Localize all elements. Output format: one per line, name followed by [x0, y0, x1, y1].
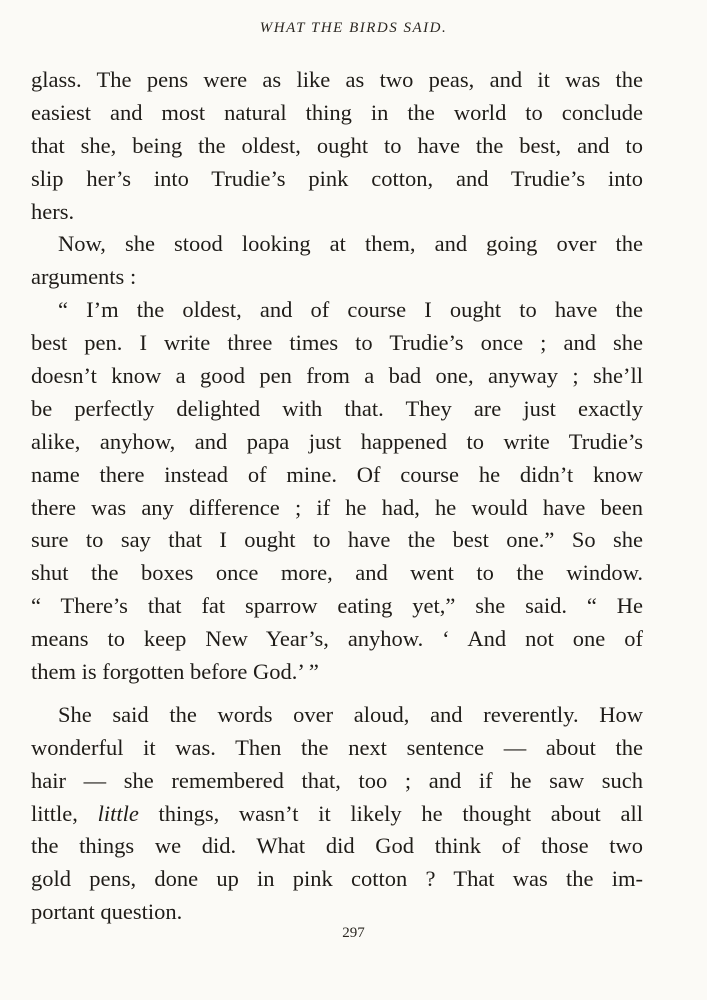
text-line: doesn’t know a good pen from a bad one, anyway ; she’ll [31, 363, 643, 389]
italic-word: little [97, 800, 139, 826]
text-line: little, little things, wasn’t it likely he thought about all [31, 800, 644, 826]
text-line: wonderful it was. Then the next sentence — about the [31, 734, 643, 760]
text-line: slip her’s into Trudie’s pink cotton, and Trudie’s into [31, 165, 643, 191]
running-head: WHAT THE BIRDS SAID. [259, 20, 448, 36]
text-line: arguments : [31, 264, 137, 290]
text-line: hers. [31, 198, 75, 224]
text-line: easiest and most natural thing in the world to conclude [31, 99, 643, 125]
page-number: 297 [342, 925, 365, 941]
text-line: means to keep New Year’s, anyhow. ‘ And not one of [31, 626, 643, 652]
text-line: be perfectly delighted with that. They are just exactly [31, 395, 643, 421]
text-line: hair — she remembered that, too ; and if he saw such [31, 767, 643, 793]
text-line: the things we did. What did God think of those two [31, 833, 643, 859]
text-line: “ I’m the oldest, and of course I ought to have the [58, 297, 643, 323]
text-line: that she, being the oldest, ought to have the best, and to [31, 132, 643, 158]
text-line: She said the words over aloud, and reverently. How [58, 701, 643, 727]
text-line: best pen. I write three times to Trudie’s once ; and she [31, 330, 643, 356]
text-line: Now, she stood looking at them, and going over the [58, 231, 643, 257]
text-line: name there instead of mine. Of course he didn’t know [31, 461, 643, 487]
text-line: shut the boxes once more, and went to the window. [31, 560, 643, 586]
text-line: portant question. [31, 899, 183, 925]
text-line: alike, anyhow, and papa just happened to write Trudie’s [31, 428, 643, 454]
text-line: sure to say that I ought to have the best one.” So she [31, 527, 643, 553]
text-line: gold pens, done up in pink cotton ? That was the im- [31, 866, 643, 892]
text-line: “ There’s that fat sparrow eating yet,” she said. “ He [31, 593, 643, 619]
text-line: glass. The pens were as like as two peas, and it was the [31, 67, 643, 92]
text-line: there was any difference ; if he had, he would have been [31, 494, 643, 520]
body-text [31, 64, 643, 929]
text-line: them is forgotten before God.’ ” [31, 659, 319, 685]
